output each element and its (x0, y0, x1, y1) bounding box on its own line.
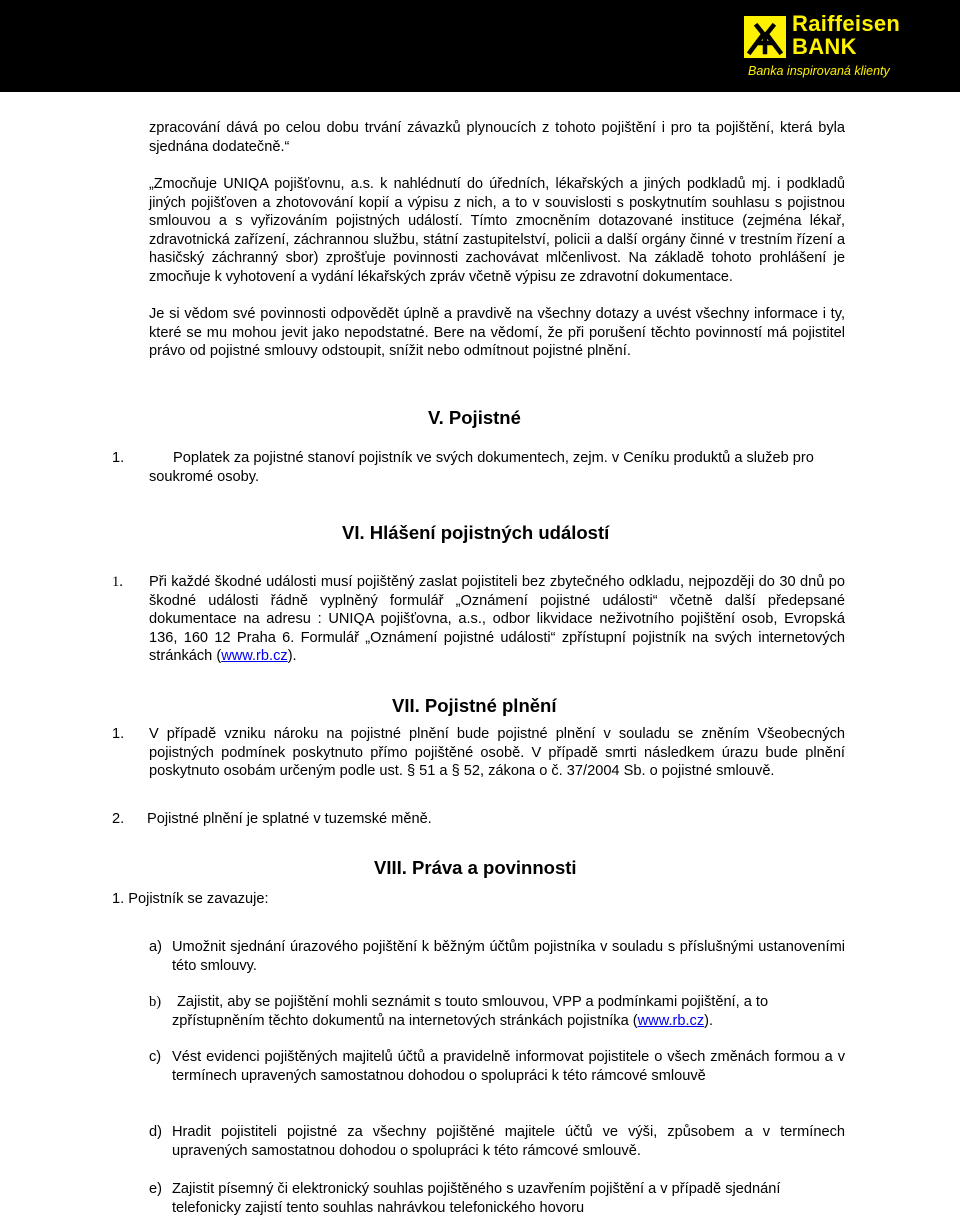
rb-website-link[interactable]: www.rb.cz (221, 648, 288, 665)
brand-tagline: Banka inspirovaná klienty (748, 64, 890, 78)
intro-paragraph-1: zpracování dává po celou dobu trvání závazků plynoucích z tohoto pojištění i pro ta pojištění, která byla sjednána dodatečně.“ (149, 120, 845, 155)
rb-website-link[interactable]: www.rb.cz (637, 1012, 705, 1029)
intro-paragraph-2: „Zmocňuje UNIQA pojišťovnu, a.s. k nahlédnutí do úředních, lékařských a jiných podkladů mj. i podkladů jiných pojišťoven a zhotovování kopií a výpisu z nich, a to v souvislosti s poskytnutím souhlasu s pojistnou smlouvou a s vyřizováním pojistných událostí. Tímto zmocněním dotazované instituce (zejména lékař, zdravotnická zařízení, záchrannou službu, státní zastupitelství, policii a další orgány činné v trestním řízení a hasičský záchranný sbor) zprošťuje povinnosti zachovávat mlčenlivost. Na základě tohoto prohlášení je zmocňuje k vyhotovení a vydání lékařských zpráv včetně výpisu ze zdravotní dokumentace. (149, 176, 845, 285)
prava-item-b-text: Zajistit, aby se pojištění mohli seznámit s touto smlouvou, VPP a podmínkami pojištění, a to zpřístupněním těchto dokumentů na internetových stránkách pojistníka ( (172, 994, 769, 1029)
brand-name (792, 12, 900, 58)
plneni-item-2: Pojistné plnění je splatné v tuzemské měně. (147, 811, 432, 827)
prava-intro: 1. Pojistník se zavazuje: (112, 891, 269, 907)
section-heading-pojistne: V. Pojistné (428, 407, 521, 428)
raiffeisen-logo (744, 12, 954, 84)
list-number: 1. (112, 726, 125, 742)
brand-line-2: BANK (792, 34, 857, 59)
hlaseni-item-1-text: Při každé škodné události musí pojištěný zaslat pojistiteli bez zbytečného odkladu, nejpozději do 30 dnů po škodné události řádně vyplněný formulář „Oznámení pojistné události“ včetně další předepsané dokumentace na adresu : UNIQA pojišťovna, a.s., odbor likvidace neživotního pojištění osob, Evropská 136, 160 12 Praha 6. Formulář „Oznámení pojistné události“ zpřístupní pojistník na svých internetových stránkách ( (149, 574, 845, 665)
intro-paragraph-3: Je si vědom své povinnosti odpovědět úplně a pravdivě na všechny dotazy a uvést všechny informace i ty, které se mu mohou jevit jako nepodstatné. Bere na vědomí, že při porušení těchto povinností má pojistitel právo od pojistné smlouvy odstoupit, snížit nebo odmítnout pojistné plnění. (149, 306, 845, 360)
brand-line-1: Raiffeisen (792, 11, 901, 36)
section-heading-prava: VIII. Práva a povinnosti (374, 857, 577, 878)
header-bar (0, 0, 960, 92)
prava-item-c: Vést evidenci pojištěných majitelů účtů a pravidelně informovat pojistitele o všech změnách formou a v termínech upravených samostatnou dohodou o spolupráci k této rámcové smlouvě (172, 1049, 845, 1084)
hlaseni-item-1-end: ). (287, 648, 297, 665)
prava-item-b-end: ). (704, 1012, 714, 1029)
pojistne-item-1: Poplatek za pojistné stanoví pojistník ve svých dokumentech, zejm. v Ceníku produktů a služeb pro soukromé osoby. (149, 450, 814, 485)
list-number: 2. (112, 811, 125, 827)
prava-item-b (172, 993, 852, 1030)
prava-item-a: Umožnit sjednání úrazového pojištění k běžným účtům pojistníka v souladu s příslušnými ustanoveními této smlouvy. (172, 939, 845, 974)
list-letter: c) (149, 1049, 162, 1065)
list-letter: e) (149, 1181, 162, 1197)
list-letter: a) (149, 939, 162, 955)
prava-item-d: Hradit pojistiteli pojistné za všechny pojištěné majitele účtů ve výši, způsobem a v termínech upravených samostatnou dohodou o spolupráci k této rámcové smlouvě. (172, 1124, 845, 1159)
list-letter: d) (149, 1124, 162, 1140)
list-letter: b) (149, 994, 162, 1010)
plneni-item-1: V případě vzniku nároku na pojistné plnění bude pojistné plnění v souladu se zněním Všeobecných pojistných podmínek poskytnuto přímo pojištěné osobě. V případě smrti následkem úrazu bude plnění poskytnuto osobám určeným podle ust. § 51 a § 52, zákona o č. 37/2004 Sb. o pojistné smlouvě. (149, 726, 845, 780)
hlaseni-item-1 (149, 573, 845, 666)
section-heading-hlaseni: VI. Hlášení pojistných událostí (342, 522, 610, 543)
section-heading-plneni: VII. Pojistné plnění (392, 695, 557, 716)
prava-item-e: Zajistit písemný či elektronický souhlas pojištěného s uzavřením pojištění a v případě sjednání telefonicky zajistí tento souhlas nahrávkou telefonického hovoru (172, 1181, 781, 1216)
list-number: 1. (112, 574, 123, 590)
list-number: 1. (112, 450, 125, 466)
gable-cross-icon (744, 16, 786, 58)
